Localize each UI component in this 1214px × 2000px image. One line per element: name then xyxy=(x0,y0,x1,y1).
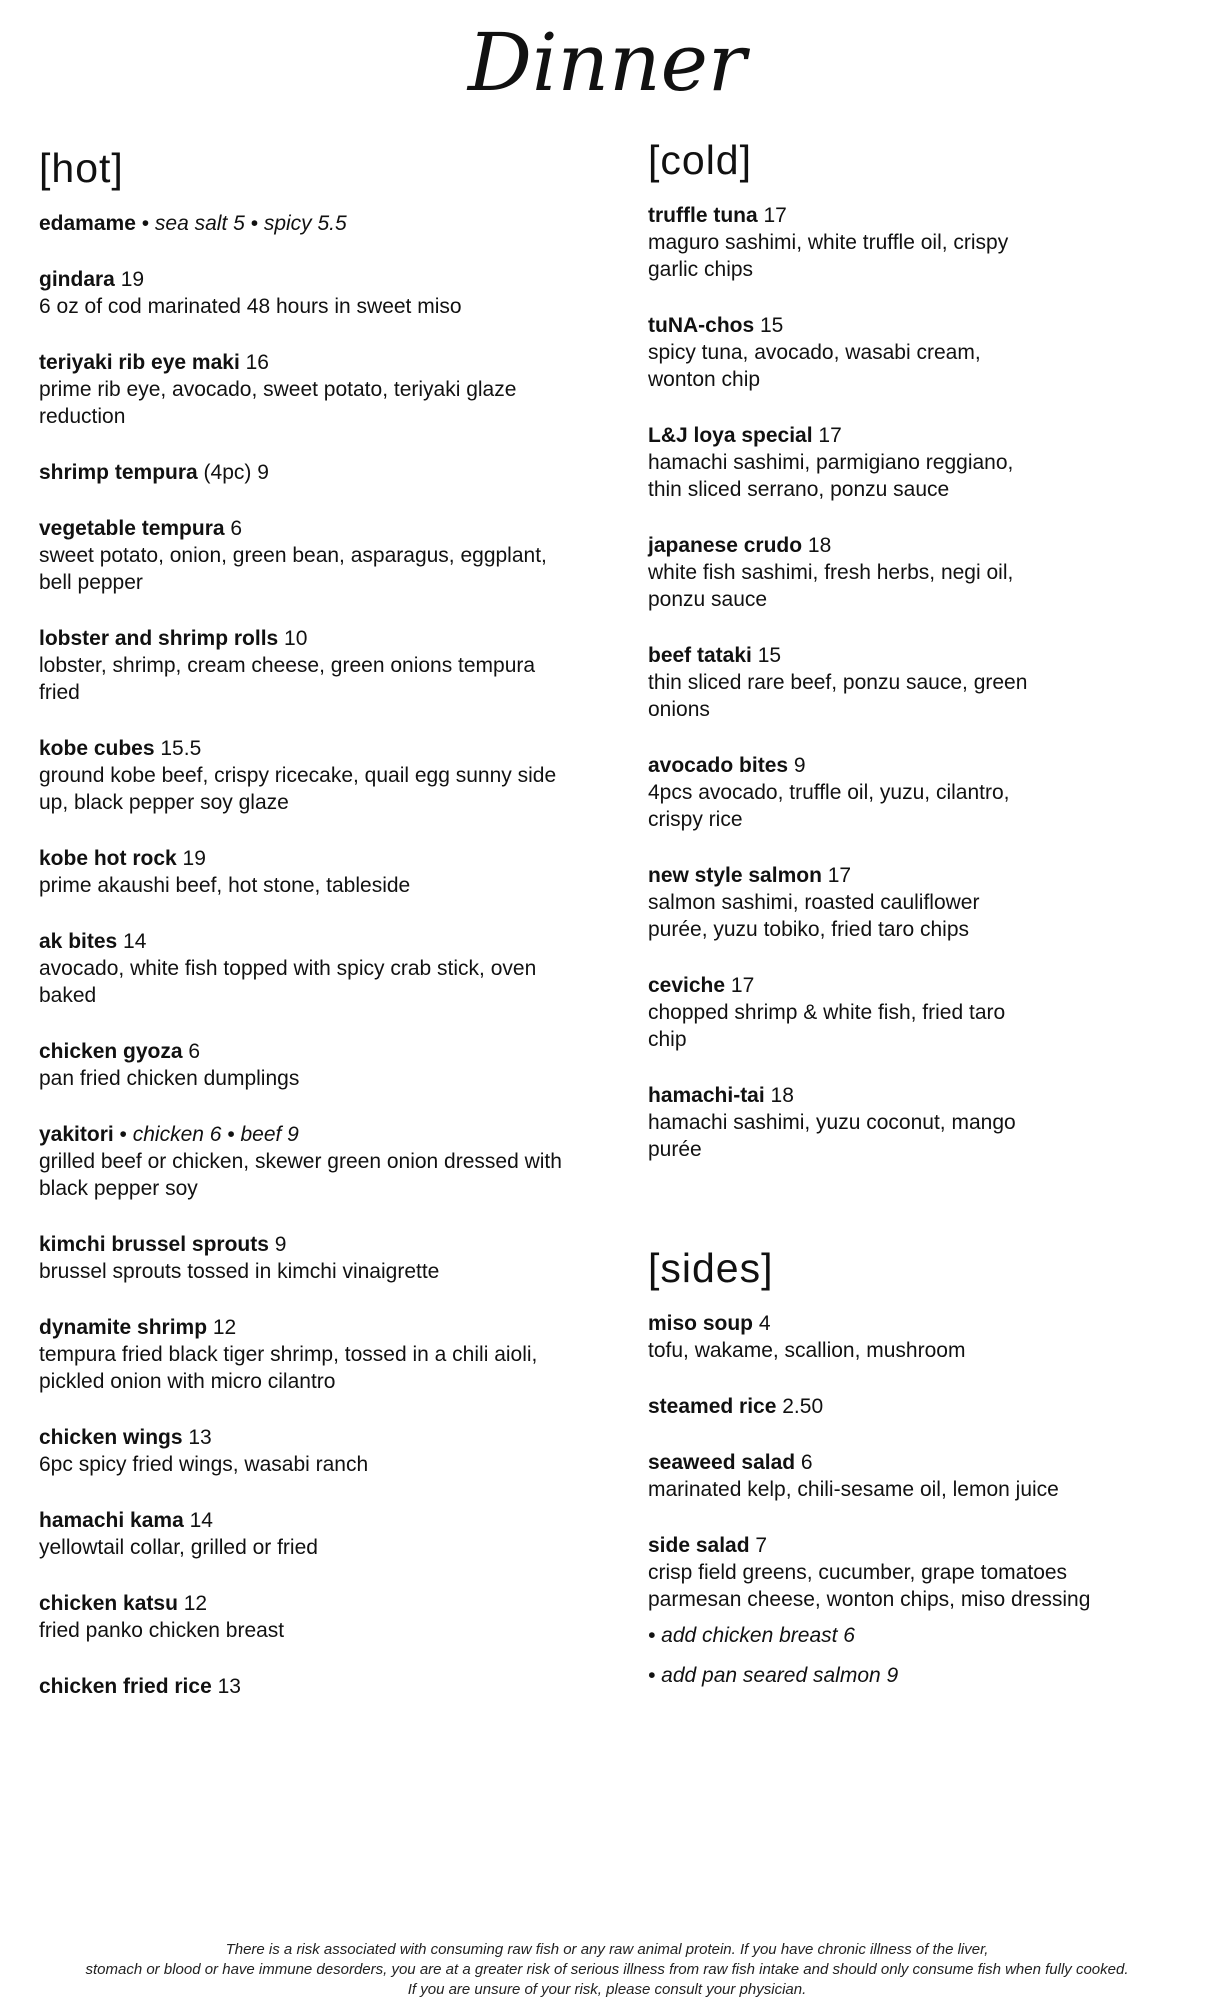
cold-section xyxy=(648,132,1188,1192)
menu-item-price: 19 xyxy=(114,268,145,291)
menu-item-price: 6 xyxy=(224,517,243,540)
hot-items xyxy=(39,210,599,1700)
hot-menu-item xyxy=(39,735,599,816)
menu-item-header xyxy=(648,1310,1188,1337)
menu-item-header xyxy=(39,266,599,293)
hot-menu-item xyxy=(39,210,599,237)
menu-item-price: 17 xyxy=(821,864,852,887)
hot-section xyxy=(39,140,599,1729)
menu-item-header xyxy=(39,1590,599,1617)
cold-items xyxy=(648,202,1188,1163)
menu-item-header xyxy=(39,1038,599,1065)
menu-item-price: 14 xyxy=(183,1509,213,1532)
menu-item-name: side salad xyxy=(648,1534,750,1557)
hot-menu-item xyxy=(39,928,599,1009)
hot-menu-item xyxy=(39,625,599,706)
cold-menu-item xyxy=(648,752,1188,833)
menu-item-description: prime rib eye, avocado, sweet potato, teriyaki glaze reduction xyxy=(39,378,517,428)
menu-item-header xyxy=(648,1449,1188,1476)
cold-menu-item xyxy=(648,1082,1188,1163)
menu-item-description: grilled beef or chicken, skewer green onion dressed with black pepper soy xyxy=(39,1150,562,1200)
menu-item-description: marinated kelp, chili-sesame oil, lemon juice xyxy=(648,1478,1059,1501)
hot-menu-item xyxy=(39,266,599,320)
menu-item-description: maguro sashimi, white truffle oil, crispy garlic chips xyxy=(648,231,1009,281)
menu-item-name: ceviche xyxy=(648,974,726,997)
cold-menu-item xyxy=(648,532,1188,613)
menu-item-header xyxy=(648,202,1188,229)
menu-item-description: prime akaushi beef, hot stone, tableside xyxy=(39,874,411,897)
menu-item-header xyxy=(648,972,1188,999)
menu-item-name: japanese crudo xyxy=(648,534,803,557)
menu-item-description: chopped shrimp & white fish, fried taro chip xyxy=(648,1001,1006,1051)
menu-item-price: 17 xyxy=(725,974,755,997)
menu-item-header xyxy=(648,312,1188,339)
cold-menu-item xyxy=(648,422,1188,503)
menu-item-name: teriyaki rib eye maki xyxy=(39,351,240,374)
menu-item-description: 4pcs avocado, truffle oil, yuzu, cilantro, crispy rice xyxy=(648,781,1010,831)
menu-item-price: • xyxy=(135,212,155,235)
cold-menu-item xyxy=(648,642,1188,723)
menu-item-name: seaweed salad xyxy=(648,1451,796,1474)
side-addon: • add pan seared salmon 9 xyxy=(648,1664,899,1687)
side-menu-item xyxy=(648,1310,1188,1364)
menu-item-header xyxy=(39,515,599,542)
hot-menu-item xyxy=(39,1590,599,1644)
menu-item-price: 15 xyxy=(751,644,782,667)
disclaimer-line: stomach or blood or have immune desorders, you are at a greater risk of serious illness from raw fish intake and should only consume fish when fully cooked. xyxy=(85,1961,1129,1978)
menu-item-name: yakitori xyxy=(39,1123,114,1146)
cold-menu-item xyxy=(648,972,1188,1053)
menu-item-name: kimchi brussel sprouts xyxy=(39,1233,269,1256)
menu-item-description: 6pc spicy fried wings, wasabi ranch xyxy=(39,1453,369,1476)
menu-item-description: fried panko chicken breast xyxy=(39,1619,285,1642)
hot-menu-item xyxy=(39,845,599,899)
menu-item-description: tempura fried black tiger shrimp, tossed in a chili aioli, pickled onion with micro cilantro xyxy=(39,1343,538,1393)
menu-item-price: 15.5 xyxy=(154,737,202,760)
sides-heading: [sides] xyxy=(648,1245,774,1291)
menu-item-header xyxy=(39,1673,599,1700)
menu-item-price: 10 xyxy=(278,627,308,650)
raw-fish-disclaimer xyxy=(0,1940,1214,2000)
hot-menu-item xyxy=(39,1673,599,1700)
hot-heading: [hot] xyxy=(39,145,124,191)
menu-item-name: beef tataki xyxy=(648,644,752,667)
menu-item-price: 6 xyxy=(182,1040,201,1063)
menu-item-description: white fish sashimi, fresh herbs, negi oil, ponzu sauce xyxy=(648,561,1014,611)
hot-menu-item xyxy=(39,349,599,430)
menu-item-price: 17 xyxy=(812,424,842,447)
menu-item-name: shrimp tempura xyxy=(39,461,198,484)
menu-item-price: 19 xyxy=(176,847,206,870)
menu-item-name: dynamite shrimp xyxy=(39,1316,208,1339)
menu-item-price: 6 xyxy=(795,1451,813,1474)
menu-item-price: 9 xyxy=(788,754,806,777)
menu-item-header xyxy=(39,1507,599,1534)
menu-item-price: 13 xyxy=(182,1426,212,1449)
menu-item-name: kobe hot rock xyxy=(39,847,177,870)
menu-item-header xyxy=(39,1121,599,1148)
menu-item-name: lobster and shrimp rolls xyxy=(39,627,279,650)
menu-item-name: hamachi-tai xyxy=(648,1084,765,1107)
menu-item-header xyxy=(39,459,599,486)
menu-item-price: (4pc) 9 xyxy=(197,461,269,484)
menu-item-options: chicken 6 • beef 9 xyxy=(132,1123,299,1146)
hot-menu-item xyxy=(39,1424,599,1478)
menu-item-name: kobe cubes xyxy=(39,737,155,760)
menu-item-description: brussel sprouts tossed in kimchi vinaigrette xyxy=(39,1260,440,1283)
hot-menu-item xyxy=(39,515,599,596)
menu-item-name: chicken katsu xyxy=(39,1592,178,1615)
menu-item-price: 14 xyxy=(117,930,147,953)
menu-item-description: salmon sashimi, roasted cauliflower purée, yuzu tobiko, fried taro chips xyxy=(648,891,980,941)
menu-item-description: crisp field greens, cucumber, grape tomatoes parmesan cheese, wonton chips, miso dressing xyxy=(648,1561,1091,1611)
menu-item-price: 7 xyxy=(749,1534,768,1557)
menu-item-header xyxy=(648,862,1188,889)
menu-item-header xyxy=(39,845,599,872)
sides-items xyxy=(648,1310,1188,1613)
menu-item-price: 15 xyxy=(754,314,784,337)
menu-item-name: tuNA-chos xyxy=(648,314,755,337)
menu-item-description: avocado, white fish topped with spicy crab stick, oven baked xyxy=(39,957,537,1007)
menu-item-name: chicken wings xyxy=(39,1426,183,1449)
side-menu-item xyxy=(648,1449,1188,1503)
menu-item-name: truffle tuna xyxy=(648,204,758,227)
menu-item-description: hamachi sashimi, parmigiano reggiano, thin sliced serrano, ponzu sauce xyxy=(648,451,1014,501)
menu-item-price: 17 xyxy=(757,204,787,227)
menu-item-header xyxy=(39,349,599,376)
menu-item-name: vegetable tempura xyxy=(39,517,225,540)
menu-item-name: chicken gyoza xyxy=(39,1040,183,1063)
side-menu-item xyxy=(648,1393,1188,1420)
hot-menu-item xyxy=(39,1121,599,1202)
menu-item-description: lobster, shrimp, cream cheese, green onions tempura fried xyxy=(39,654,536,704)
hot-menu-item xyxy=(39,459,599,486)
menu-item-description: hamachi sashimi, yuzu coconut, mango purée xyxy=(648,1111,1016,1161)
cold-menu-item xyxy=(648,312,1188,393)
cold-menu-item xyxy=(648,862,1188,943)
menu-item-price: • xyxy=(113,1123,133,1146)
menu-item-description: 6 oz of cod marinated 48 hours in sweet miso xyxy=(39,295,462,318)
menu-item-options: sea salt 5 • spicy 5.5 xyxy=(154,212,347,235)
menu-item-name: L&J loya special xyxy=(648,424,813,447)
menu-item-price: 4 xyxy=(753,1312,771,1335)
menu-item-name: miso soup xyxy=(648,1312,754,1335)
menu-item-header xyxy=(39,625,599,652)
menu-item-description: thin sliced rare beef, ponzu sauce, green onions xyxy=(648,671,1028,721)
menu-item-description: yellowtail collar, grilled or fried xyxy=(39,1536,318,1559)
menu-item-name: ak bites xyxy=(39,930,118,953)
menu-item-name: steamed rice xyxy=(648,1395,777,1418)
menu-item-description: sweet potato, onion, green bean, asparagus, eggplant, bell pepper xyxy=(39,544,547,594)
hot-menu-item xyxy=(39,1507,599,1561)
menu-item-header xyxy=(648,752,1188,779)
menu-item-price: 9 xyxy=(268,1233,287,1256)
cold-menu-item xyxy=(648,202,1188,283)
hot-menu-item xyxy=(39,1231,599,1285)
menu-item-description: pan fried chicken dumplings xyxy=(39,1067,300,1090)
menu-item-name: gindara xyxy=(39,268,115,291)
menu-item-name: chicken fried rice xyxy=(39,1675,212,1698)
menu-item-price: 18 xyxy=(802,534,832,557)
sides-section xyxy=(648,1240,1188,1702)
menu-item-name: new style salmon xyxy=(648,864,822,887)
menu-item-price: 13 xyxy=(211,1675,241,1698)
menu-item-description: tofu, wakame, scallion, mushroom xyxy=(648,1339,966,1362)
sides-addons xyxy=(648,1622,1188,1689)
side-menu-item xyxy=(648,1532,1188,1613)
menu-item-description: ground kobe beef, crispy ricecake, quail egg sunny side up, black pepper soy glaze xyxy=(39,764,557,814)
menu-item-header xyxy=(648,532,1188,559)
cold-heading: [cold] xyxy=(648,137,752,183)
menu-item-name: avocado bites xyxy=(648,754,789,777)
menu-item-header xyxy=(39,735,599,762)
hot-menu-item xyxy=(39,1314,599,1395)
menu-item-header xyxy=(39,210,599,237)
menu-item-header xyxy=(648,1532,1188,1559)
disclaimer-line: If you are unsure of your risk, please consult your physician. xyxy=(407,1981,807,1998)
menu-item-name: hamachi kama xyxy=(39,1509,184,1532)
menu-item-name: edamame xyxy=(39,212,136,235)
hot-menu-item xyxy=(39,1038,599,1092)
menu-item-description: spicy tuna, avocado, wasabi cream, wonton chip xyxy=(648,341,981,391)
menu-item-price: 12 xyxy=(207,1316,237,1339)
menu-item-price: 12 xyxy=(177,1592,208,1615)
menu-item-header xyxy=(39,1314,599,1341)
menu-title: Dinner xyxy=(467,16,747,109)
menu-item-price: 18 xyxy=(764,1084,794,1107)
menu-item-header xyxy=(39,928,599,955)
menu-item-price: 2.50 xyxy=(776,1395,824,1418)
menu-item-price: 16 xyxy=(239,351,269,374)
menu-item-header xyxy=(648,1082,1188,1109)
disclaimer-line: There is a risk associated with consuming raw fish or any raw animal protein. If you have chronic illness of the liver, xyxy=(225,1941,989,1958)
menu-item-header xyxy=(39,1231,599,1258)
menu-item-header xyxy=(39,1424,599,1451)
side-addon: • add chicken breast 6 xyxy=(648,1624,855,1647)
menu-item-header xyxy=(648,642,1188,669)
menu-item-header xyxy=(648,422,1188,449)
menu-item-header xyxy=(648,1393,1188,1420)
